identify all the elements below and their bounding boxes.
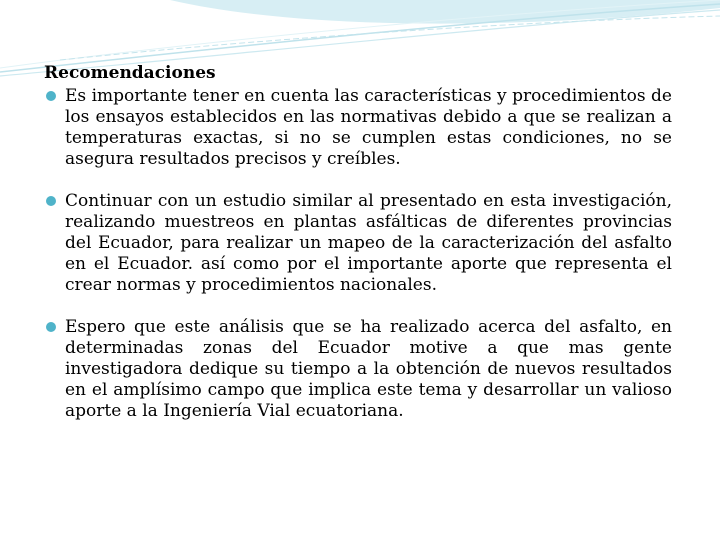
- bullet-dot-icon: [46, 196, 56, 206]
- bullet-dot-icon: [46, 91, 56, 101]
- bullet-text: Espero que este análisis que se ha realizado acerca del asfalto, en determinadas zonas del Ecuador motive a que mas gente investigadora dedique su tiempo a la obtención de nuevos resultados en el amplísimo campo que implica este tema y desarrollar un valioso aporte a la Ingeniería Vial ecuatoriana.: [65, 317, 672, 421]
- recommendations-list: [44, 86, 672, 422]
- list-item: [44, 317, 672, 422]
- bullet-text: Continuar con un estudio similar al presentado en esta investigación, realizando muestreos en plantas asfálticas de diferentes provincias del Ecuador, para realizar un mapeo de la caracterización del asfalto en el Ecuador. así como por el importante aporte que representa el crear normas y procedimientos nacionales.: [65, 191, 672, 295]
- bullet-text: Es importante tener en cuenta las características y procedimientos de los ensayos establecidos en las normativas debido a que se realizan a temperaturas exactas, si no se cumplen estas condiciones, no se asegura resultados precisos y creíbles.: [65, 86, 672, 169]
- bullet-dot-icon: [46, 322, 56, 332]
- list-item: [44, 86, 672, 170]
- slide-content: [44, 62, 672, 443]
- slide-title: Recomendaciones: [44, 63, 216, 83]
- list-item: [44, 191, 672, 296]
